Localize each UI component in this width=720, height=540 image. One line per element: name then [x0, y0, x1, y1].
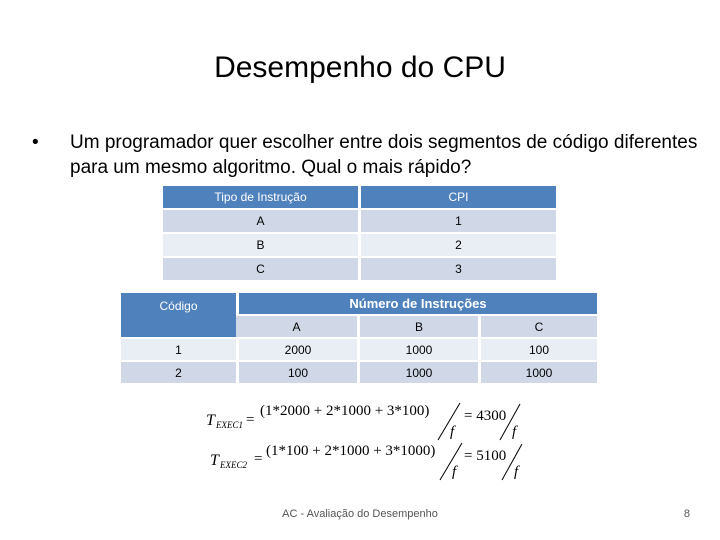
page-number: 8: [683, 508, 690, 520]
formula-subscript: EXEC2: [220, 460, 247, 470]
formula-result-denominator: f: [512, 424, 517, 440]
formula-lhs: T: [206, 412, 215, 429]
formula-result: = 4300: [464, 408, 507, 424]
table-cell: 1: [121, 337, 236, 360]
table-row: [121, 360, 597, 383]
subheader-cell: C: [478, 314, 597, 337]
formula-denominator: f: [452, 464, 457, 480]
slide-footer: AC - Avaliação do Desempenho: [282, 508, 438, 520]
table-cell: B: [163, 232, 358, 256]
formula-equals: =: [246, 412, 255, 428]
table-cell: 100: [236, 360, 357, 383]
table-cell: A: [163, 208, 358, 232]
table-cell: 2: [358, 232, 556, 256]
table-row: [163, 256, 556, 280]
formula-exec2: [210, 443, 522, 480]
bullet-symbol: •: [32, 132, 39, 153]
table-cell: 1: [358, 208, 556, 232]
slide-title: Desempenho do CPU: [214, 51, 506, 84]
execution-time-formulas: [200, 398, 540, 482]
table-row: [163, 232, 556, 256]
formula-exec1: [206, 403, 520, 440]
table-row: [163, 208, 556, 232]
table-cell: C: [163, 256, 358, 280]
header-cell: Tipo de Instrução: [163, 186, 358, 208]
table-cell: 2000: [236, 337, 357, 360]
subheader-cell: B: [357, 314, 478, 337]
formula-numerator: (1*100 + 2*1000 + 3*1000): [266, 443, 436, 459]
table-header-row: [163, 186, 556, 208]
formula-result-denominator: f: [514, 464, 519, 480]
code-header-cell: Código: [121, 293, 236, 337]
table-cell: 1000: [357, 360, 478, 383]
fraction-slash: [438, 403, 460, 440]
table-cell: 1000: [357, 337, 478, 360]
table-cell: 1000: [478, 360, 597, 383]
bullet-text: Um programador quer escolher entre dois segmentos de código diferentes para um mesmo algoritmo. Qual o mais rápido?: [70, 132, 698, 178]
subheader-cell: A: [236, 314, 357, 337]
table-cell: 3: [358, 256, 556, 280]
instruction-count-header-cell: Número de Instruções: [236, 293, 597, 314]
fraction-slash: [440, 443, 462, 480]
formula-subscript: EXEC1: [216, 420, 243, 430]
instruction-count-table: [121, 293, 597, 383]
table-header-row: [121, 293, 597, 314]
formula-lhs: T: [210, 452, 219, 469]
formula-result: = 5100: [464, 448, 507, 464]
formula-numerator: (1*2000 + 2*1000 + 3*100): [260, 403, 430, 419]
table-row: [121, 337, 597, 360]
table-cell: 2: [121, 360, 236, 383]
formula-equals: =: [254, 451, 263, 467]
header-cell: CPI: [358, 186, 556, 208]
table-cell: 100: [478, 337, 597, 360]
formula-denominator: f: [450, 424, 455, 440]
cpi-table: [163, 186, 556, 280]
